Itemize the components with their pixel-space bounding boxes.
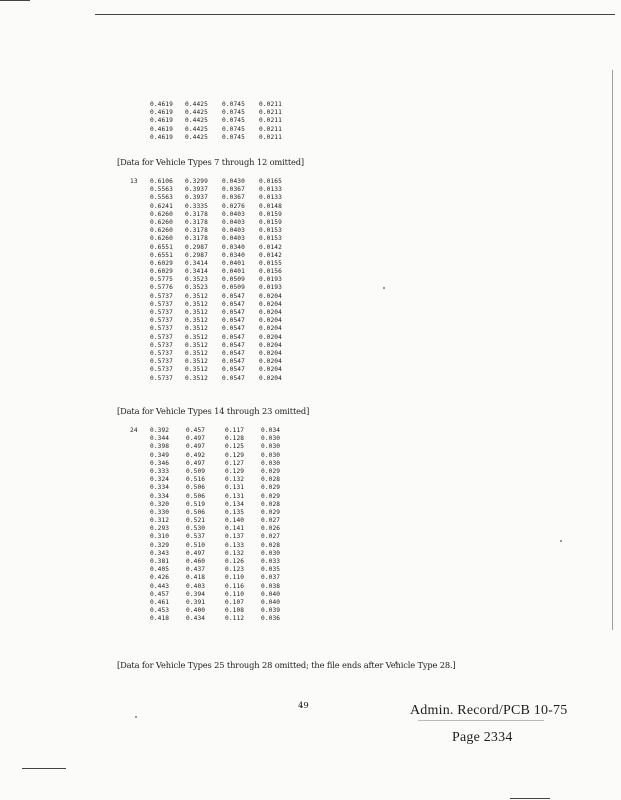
table-cell: 0.030 (261, 459, 281, 467)
table-cell: 0.0403 (222, 235, 245, 243)
table-cell: 0.349 (150, 451, 170, 459)
table-cell: 0.033 (261, 558, 281, 565)
table-cell: 0.0133 (259, 194, 282, 202)
table-cell: 0.5775 (150, 276, 173, 284)
table-cell: 0.457 (150, 590, 170, 598)
table-cell: 0.6260 (150, 227, 173, 235)
table-cell: 0.5737 (150, 325, 173, 333)
table-cell: 0.4425 (185, 133, 208, 141)
table-cell: 0.040 (261, 590, 281, 598)
table-cell: 0.0165 (259, 178, 282, 185)
table-cell: 0.506 (186, 508, 206, 516)
table-cell: 0.426 (150, 574, 170, 582)
table-cell: 0.6029 (150, 268, 173, 276)
table-cell: 0.6260 (150, 210, 173, 218)
table-cell: 0.127 (225, 459, 245, 467)
table-cell: 0.028 (261, 476, 281, 484)
table-cell: 0.0367 (222, 186, 245, 194)
table-cell: 0.0193 (259, 284, 282, 292)
table-cell: 0.028 (261, 500, 281, 508)
table-cell: 0.3512 (185, 366, 208, 374)
table-cell: 0.0159 (259, 210, 282, 218)
table-cell: 0.5737 (150, 300, 173, 308)
table-cell: 0.3512 (185, 292, 208, 300)
scan-line-top-right (95, 14, 615, 15)
table-cell: 0.497 (186, 459, 206, 467)
table-cell: 0.0547 (222, 366, 245, 374)
table-cell: 0.5737 (150, 349, 173, 357)
table-cell: 0.035 (261, 566, 281, 574)
scan-speck (383, 287, 385, 289)
table-cell: 0.126 (225, 558, 245, 565)
table-cell: 0.497 (186, 443, 206, 451)
table-cell: 0.0204 (259, 374, 282, 382)
table-cell: 0.125 (225, 443, 245, 451)
table-cell: 0.0211 (259, 133, 282, 141)
table-cell: 0.129 (225, 451, 245, 459)
table-cell: 0.0745 (222, 125, 245, 133)
table-cell: 0.0204 (259, 366, 282, 374)
scan-line-bottom-right (510, 798, 550, 799)
table-cell: 0.3335 (185, 202, 208, 210)
table-cell: 0.0155 (259, 259, 282, 267)
table-cell: 0.333 (150, 467, 170, 475)
table-cell: 0.040 (261, 598, 281, 606)
table-cell: 0.132 (225, 549, 245, 557)
table-cell: 0.112 (225, 615, 245, 623)
table-cell: 0.107 (225, 598, 245, 606)
table-cell: 0.5737 (150, 366, 173, 374)
table-cell: 0.4619 (150, 125, 173, 133)
table-cell: 0.0193 (259, 276, 282, 284)
table-cell: 0.027 (261, 533, 281, 541)
table-cell: 0.343 (150, 549, 170, 557)
table-cell: 0.0401 (222, 259, 245, 267)
table-cell: 0.334 (150, 484, 170, 492)
table-cell: 0.0204 (259, 349, 282, 357)
table-cell: 0.0153 (259, 235, 282, 243)
table-cell: 0.029 (261, 484, 281, 492)
table-cell: 0.0204 (259, 292, 282, 300)
table-cell: 0.0276 (222, 202, 245, 210)
table-cell: 0.4619 (150, 133, 173, 141)
table-cell: 0.4619 (150, 117, 173, 125)
table-cell: 0.2987 (185, 243, 208, 251)
table-cell: 0.443 (150, 582, 170, 590)
page-stamp: Page 2334 (452, 730, 513, 745)
table-cell: 0.5737 (150, 358, 173, 366)
table-cell: 0.0430 (222, 178, 245, 185)
scan-line-bottom-left (22, 768, 66, 769)
table-cell: 0.5563 (150, 194, 173, 202)
vehicle-type-label: 13 (130, 178, 138, 185)
table-cell: 0.123 (225, 566, 245, 574)
table-cell: 0.453 (150, 607, 170, 615)
table-cell: 0.5737 (150, 333, 173, 341)
scan-line-stamp (418, 720, 544, 721)
table-cell: 0.030 (261, 451, 281, 459)
table-cell: 0.5563 (150, 186, 173, 194)
vehicle-type-label: 24 (130, 427, 138, 434)
table-cell: 0.3512 (185, 358, 208, 366)
table-cell: 0.110 (225, 574, 245, 582)
scan-speck (560, 540, 562, 542)
table-cell: 0.400 (186, 607, 206, 615)
omitted-note-25-28: [Data for Vehicle Types 25 through 28 omitted; the file ends after Vehicle Type 28.] (117, 660, 456, 670)
table-cell: 0.0745 (222, 133, 245, 141)
table-cell: 0.392 (150, 427, 170, 434)
page-number: 49 (298, 701, 309, 711)
table-cell: 0.0547 (222, 317, 245, 325)
table-cell: 0.3414 (185, 259, 208, 267)
table-cell: 0.0745 (222, 117, 245, 125)
table-cell: 0.034 (261, 427, 281, 434)
table-cell: 0.0204 (259, 341, 282, 349)
table-cell: 0.140 (225, 517, 245, 525)
table-cell: 0.137 (225, 533, 245, 541)
table-cell: 0.461 (150, 598, 170, 606)
table-cell: 0.0340 (222, 243, 245, 251)
table-cell: 0.0403 (222, 227, 245, 235)
table-cell: 0.141 (225, 525, 245, 533)
table-cell: 0.0142 (259, 243, 282, 251)
table-cell: 0.457 (186, 427, 206, 434)
table-cell: 0.5737 (150, 374, 173, 382)
table-cell: 0.030 (261, 435, 281, 443)
table-cell: 0.312 (150, 517, 170, 525)
table-cell: 0.4425 (185, 117, 208, 125)
table-cell: 0.4425 (185, 125, 208, 133)
table-cell: 0.6551 (150, 243, 173, 251)
table-cell: 0.0340 (222, 251, 245, 259)
table-cell: 0.320 (150, 500, 170, 508)
table-cell: 0.5737 (150, 341, 173, 349)
table-cell: 0.0204 (259, 325, 282, 333)
table-cell: 0.0547 (222, 325, 245, 333)
table-cell: 0.029 (261, 492, 281, 500)
table-cell: 0.3512 (185, 300, 208, 308)
table-cell: 0.4425 (185, 109, 208, 117)
table-cell: 0.028 (261, 541, 281, 549)
table-cell: 0.3178 (185, 218, 208, 226)
table-cell: 0.0547 (222, 341, 245, 349)
table-cell: 0.0204 (259, 333, 282, 341)
table-cell: 0.132 (225, 476, 245, 484)
table-cell: 0.330 (150, 508, 170, 516)
table-cell: 0.0547 (222, 292, 245, 300)
admin-record-stamp: Admin. Record/PCB 10-75 (410, 703, 568, 718)
omitted-note-7-12: [Data for Vehicle Types 7 through 12 omitted] (117, 157, 305, 167)
table-cell: 0.3414 (185, 268, 208, 276)
table-cell: 0.3178 (185, 227, 208, 235)
table-cell: 0.110 (225, 590, 245, 598)
table-cell: 0.516 (186, 476, 206, 484)
table-cell: 0.5737 (150, 292, 173, 300)
table-cell: 0.0204 (259, 309, 282, 316)
table-cell: 0.530 (186, 525, 206, 533)
table-cell: 0.039 (261, 607, 281, 615)
table-cell: 0.0509 (222, 276, 245, 284)
table-cell: 0.029 (261, 467, 281, 475)
table-cell: 0.131 (225, 492, 245, 500)
table-cell: 0.0547 (222, 300, 245, 308)
table-cell: 0.293 (150, 525, 170, 533)
table-cell: 0.4619 (150, 109, 173, 117)
table-cell: 0.3512 (185, 341, 208, 349)
table-cell: 0.117 (225, 427, 245, 434)
table-cell: 0.460 (186, 558, 206, 565)
table-cell: 0.344 (150, 435, 170, 443)
table-cell: 0.3512 (185, 374, 208, 382)
table-cell: 0.391 (186, 598, 206, 606)
table-cell: 0.036 (261, 615, 281, 623)
table-cell: 0.394 (186, 590, 206, 598)
table-cell: 0.6260 (150, 235, 173, 243)
table-cell: 0.5737 (150, 309, 173, 316)
table-cell: 0.128 (225, 435, 245, 443)
table-cell: 0.0745 (222, 109, 245, 117)
table-cell: 0.030 (261, 443, 281, 451)
omitted-note-14-23: [Data for Vehicle Types 14 through 23 omitted] (117, 406, 310, 416)
table-cell: 0.405 (150, 566, 170, 574)
table-cell: 0.434 (186, 615, 206, 623)
table-cell: 0.116 (225, 582, 245, 590)
table-cell: 0.6029 (150, 259, 173, 267)
table-cell: 0.6241 (150, 202, 173, 210)
table-cell: 0.3512 (185, 325, 208, 333)
table-cell: 0.521 (186, 517, 206, 525)
table-cell: 0.4425 (185, 101, 208, 108)
table-cell: 0.0403 (222, 210, 245, 218)
table-cell: 0.108 (225, 607, 245, 615)
table-cell: 0.0509 (222, 284, 245, 292)
table-cell: 0.3178 (185, 235, 208, 243)
table-cell: 0.3523 (185, 284, 208, 292)
table-cell: 0.2987 (185, 251, 208, 259)
table-cell: 0.506 (186, 492, 206, 500)
table-cell: 0.131 (225, 484, 245, 492)
table-cell: 0.038 (261, 582, 281, 590)
table-cell: 0.0148 (259, 202, 282, 210)
table-cell: 0.129 (225, 467, 245, 475)
table-cell: 0.310 (150, 533, 170, 541)
table-cell: 0.3937 (185, 194, 208, 202)
table-cell: 0.0211 (259, 117, 282, 125)
table-cell: 0.133 (225, 541, 245, 549)
table-cell: 0.0367 (222, 194, 245, 202)
table-cell: 0.0211 (259, 125, 282, 133)
table-cell: 0.0204 (259, 300, 282, 308)
table-cell: 0.6551 (150, 251, 173, 259)
table-cell: 0.0547 (222, 349, 245, 357)
table-cell: 0.5737 (150, 317, 173, 325)
table-cell: 0.0142 (259, 251, 282, 259)
table-cell: 0.6260 (150, 218, 173, 226)
table-cell: 0.0547 (222, 358, 245, 366)
table-cell: 0.0403 (222, 218, 245, 226)
table-cell: 0.6106 (150, 178, 173, 185)
table-cell: 0.509 (186, 467, 206, 475)
table-cell: 0.3299 (185, 178, 208, 185)
table-cell: 0.135 (225, 508, 245, 516)
table-cell: 0.418 (186, 574, 206, 582)
table-cell: 0.398 (150, 443, 170, 451)
table-cell: 0.0401 (222, 268, 245, 276)
scan-speck (135, 716, 137, 718)
table-cell: 0.0547 (222, 374, 245, 382)
table-cell: 0.027 (261, 517, 281, 525)
table-cell: 0.519 (186, 500, 206, 508)
table-cell: 0.0159 (259, 218, 282, 226)
table-cell: 0.030 (261, 549, 281, 557)
table-cell: 0.0745 (222, 101, 245, 108)
table-cell: 0.334 (150, 492, 170, 500)
table-cell: 0.029 (261, 508, 281, 516)
table-cell: 0.497 (186, 435, 206, 443)
table-cell: 0.3512 (185, 309, 208, 316)
scan-line-right-edge (612, 70, 613, 630)
table-cell: 0.037 (261, 574, 281, 582)
table-cell: 0.0547 (222, 309, 245, 316)
table-cell: 0.134 (225, 500, 245, 508)
table-cell: 0.329 (150, 541, 170, 549)
table-cell: 0.0204 (259, 358, 282, 366)
table-cell: 0.418 (150, 615, 170, 623)
table-cell: 0.3512 (185, 333, 208, 341)
table-cell: 0.0156 (259, 268, 282, 276)
table-cell: 0.0547 (222, 333, 245, 341)
table-cell: 0.3178 (185, 210, 208, 218)
table-cell: 0.506 (186, 484, 206, 492)
table-cell: 0.0204 (259, 317, 282, 325)
table-cell: 0.437 (186, 566, 206, 574)
table-cell: 0.510 (186, 541, 206, 549)
table-cell: 0.3512 (185, 317, 208, 325)
table-cell: 0.537 (186, 533, 206, 541)
table-cell: 0.324 (150, 476, 170, 484)
table-cell: 0.5776 (150, 284, 173, 292)
table-cell: 0.346 (150, 459, 170, 467)
table-cell: 0.0153 (259, 227, 282, 235)
table-cell: 0.381 (150, 558, 170, 565)
table-cell: 0.0211 (259, 109, 282, 117)
table-cell: 0.026 (261, 525, 281, 533)
table-cell: 0.497 (186, 549, 206, 557)
table-cell: 0.3512 (185, 349, 208, 357)
table-cell: 0.3937 (185, 186, 208, 194)
table-cell: 0.0211 (259, 101, 282, 108)
scan-line-top-left (0, 0, 30, 1)
table-cell: 0.4619 (150, 101, 173, 108)
table-cell: 0.0133 (259, 186, 282, 194)
table-cell: 0.3523 (185, 276, 208, 284)
table-cell: 0.403 (186, 582, 206, 590)
table-cell: 0.492 (186, 451, 206, 459)
